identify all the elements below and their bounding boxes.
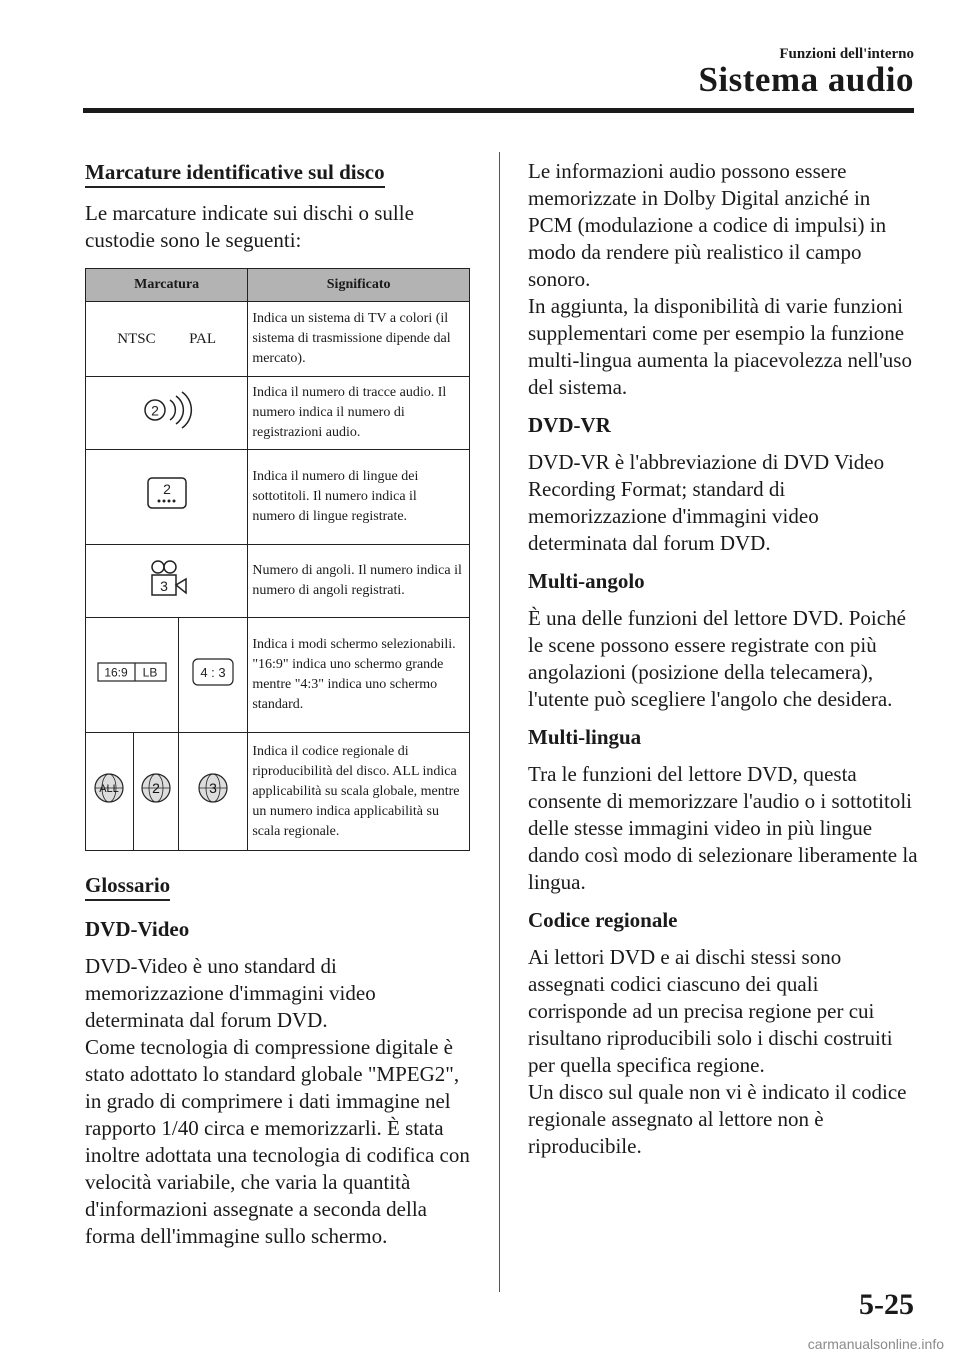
audio-tracks-icon <box>137 390 197 430</box>
tv-system-symbols <box>86 302 248 377</box>
header-section-label: Funzioni dell'interno <box>779 46 914 62</box>
angles-cell <box>86 545 248 618</box>
table-row <box>86 733 470 851</box>
row-description: Indica un sistema di TV a colori (il sistema di trasmissione dipende dal mercato). <box>248 302 470 377</box>
audio-paragraph-1: Le informazioni audio possono essere memorizzate in Dolby Digital anziché in PCM (modulazione a codice di impulsi) in modo da rendere più realistico il campo sonoro. <box>528 159 887 291</box>
svg-text:2: 2 <box>152 780 160 796</box>
region-all-globe-icon <box>92 771 126 805</box>
ntsc-label: NTSC <box>117 330 156 347</box>
table-row <box>86 377 470 450</box>
section-heading-disc-markings: Marcature identificative sul disco <box>85 160 385 188</box>
table-header-marking: Marcatura <box>86 269 248 302</box>
audio-tracks-cell <box>86 377 248 450</box>
region-code-paragraph-1: Ai lettori DVD e ai dischi stessi sono assegnati codici ciascuno dei quali corrisponde ad un precisa regione per cui risultano riproducibili solo i dischi costruiti per quella specifica regione. <box>528 945 893 1077</box>
svg-text:LB: LB <box>142 665 158 679</box>
dvd-vr-paragraph: DVD-VR è l'abbreviazione di DVD Video Recording Format; standard di memorizzazione d'immagini video determinata dal forum DVD. <box>528 450 885 555</box>
audio-paragraph-2: In aggiunta, la disponibilità di varie funzioni supplementari come per esempio la funzione multi-lingua aumenta la piacevolezza nell'uso del sistema. <box>528 294 912 399</box>
row-description: Indica il codice regionale di riproducibilità del disco. ALL indica applicabilità su scala globale, mentre un numero indica applicabilità su scala regionale. <box>248 733 470 851</box>
region-code-paragraph-2: Un disco sul quale non vi è indicato il codice regionale assegnato al lettore non è riproducibile. <box>528 1080 907 1158</box>
table-row <box>86 545 470 618</box>
dvd-video-paragraph-2: Come tecnologia di compressione digitale è stato adottato lo standard globale "MPEG2", in grado di comprimere i dati immagine nel rapporto 1/40 circa e memorizzarli. È stata inoltre adottata una tecnologia di codifica con velocità variabile, che varia la quantità d'informazioni assegnate a seconda della forma dell'immagine sullo schermo. <box>85 1035 470 1248</box>
standard-4-3-icon <box>190 655 236 689</box>
svg-text:2: 2 <box>150 402 159 418</box>
column-divider <box>499 152 500 1292</box>
region-2-cell <box>133 733 178 851</box>
subtitles-cell <box>86 450 248 545</box>
multi-angle-paragraph: È una delle funzioni del lettore DVD. Poiché le scene possono essere registrate con più angolazioni (posizione della telecamera), l'utente può scegliere l'angolo che desidera. <box>528 606 906 711</box>
multi-language-paragraph: Tra le funzioni del lettore DVD, questa consente di memorizzare l'audio o i sottotitoli delle stesse immagini video in più lingue dando così modo di selezionare liberamente la lingua. <box>528 762 918 894</box>
header-rule <box>83 108 914 113</box>
section-heading-glossary: Glossario <box>85 873 170 901</box>
subtitles-icon <box>145 474 189 514</box>
screen-mode-standard-cell <box>179 618 248 733</box>
left-column <box>85 160 470 1250</box>
svg-text:3: 3 <box>159 577 168 594</box>
watermark: carmanualsonline.info <box>807 1336 944 1352</box>
table-row <box>86 450 470 545</box>
term-dvd-vr: DVD-VR <box>528 413 611 437</box>
row-description: Indica i modi schermo selezionabili. "16:9" indica uno schermo grande mentre "4:3" indica uno schermo standard. <box>248 618 470 733</box>
angles-icon <box>144 557 190 599</box>
region-2-globe-icon <box>139 771 173 805</box>
svg-text:2: 2 <box>162 480 171 497</box>
row-description: Indica il numero di lingue dei sottotitoli. Il numero indica il numero di lingue registrate. <box>248 450 470 545</box>
wide-lb-icon <box>97 660 167 684</box>
page-title: Sistema audio <box>698 60 914 99</box>
svg-text:3: 3 <box>209 780 218 796</box>
dvd-video-paragraph-1: DVD-Video è uno standard di memorizzazione d'immagini video determinata dal forum DVD. <box>85 954 376 1032</box>
svg-text:4 : 3: 4 : 3 <box>200 664 226 680</box>
table-row <box>86 618 470 733</box>
page-number: 5-25 <box>859 1288 914 1321</box>
region-3-cell <box>179 733 248 851</box>
region-3-globe-icon <box>196 771 230 805</box>
term-dvd-video: DVD-Video <box>85 917 190 941</box>
term-region-code: Codice regionale <box>528 908 678 932</box>
table-row <box>86 302 470 377</box>
pal-label: PAL <box>189 330 217 347</box>
svg-text:ALL: ALL <box>99 783 120 795</box>
svg-text:16:9: 16:9 <box>104 665 128 679</box>
right-column <box>528 158 918 1160</box>
screen-mode-wide-cell <box>86 618 179 733</box>
term-multi-language: Multi-lingua <box>528 725 642 749</box>
intro-paragraph: Le marcature indicate sui dischi o sulle custodie sono le seguenti: <box>85 201 414 252</box>
disc-markings-table <box>85 268 470 851</box>
term-multi-angle: Multi-angolo <box>528 569 645 593</box>
row-description: Indica il numero di tracce audio. Il numero indica il numero di registrazioni audio. <box>248 377 470 450</box>
table-header-meaning: Significato <box>248 269 470 302</box>
region-all-cell <box>86 733 134 851</box>
row-description: Numero di angoli. Il numero indica il numero di angoli registrati. <box>248 545 470 618</box>
